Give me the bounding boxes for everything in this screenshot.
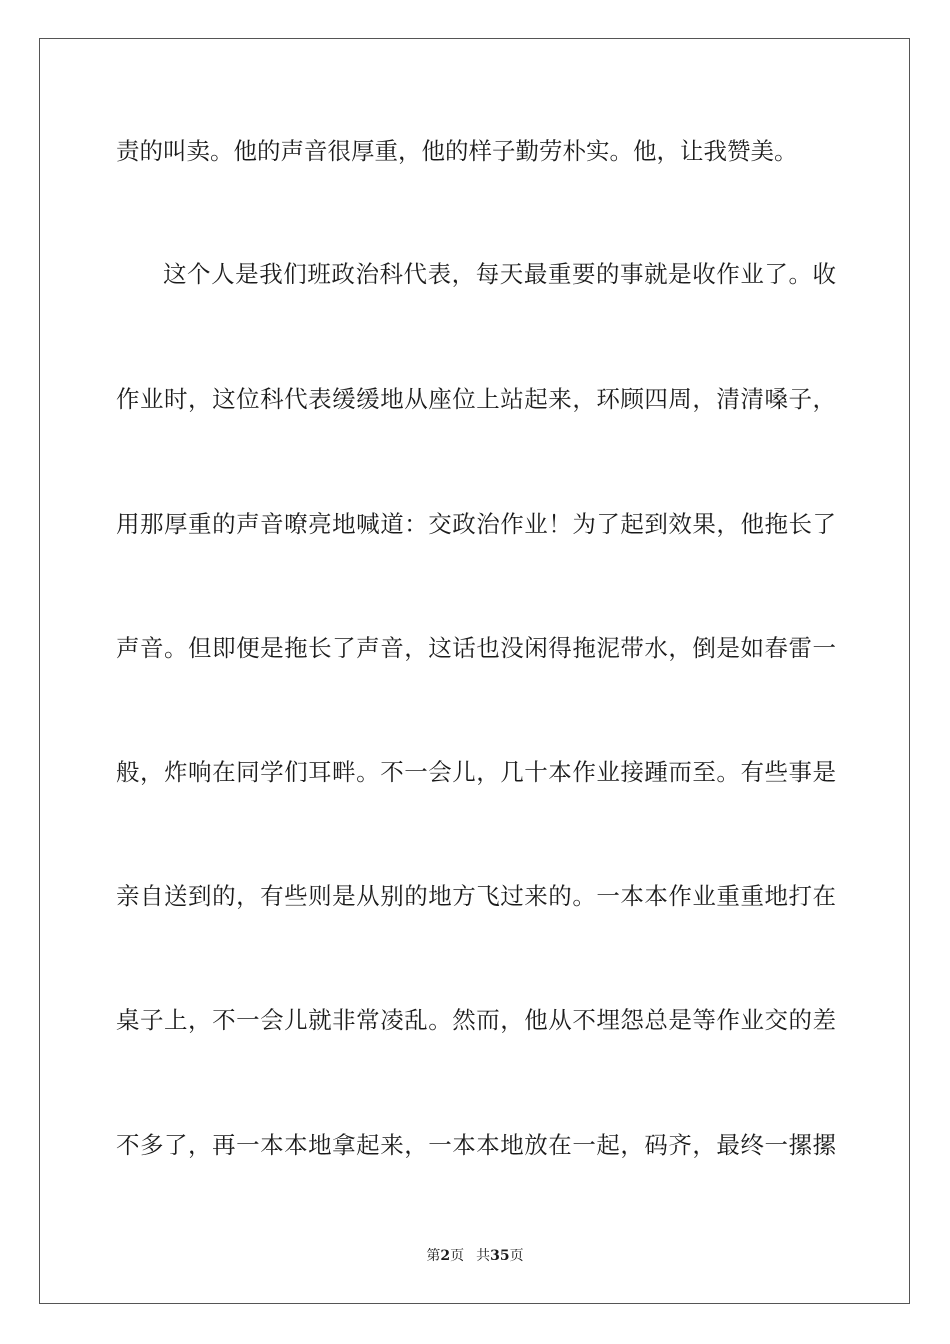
text-line-1: 责的叫卖。他的声音很厚重，他的样子勤劳朴实。他，让我赞美。 [116,137,798,165]
text-line-6: 般，炸响在同学们耳畔。不一会儿，几十本作业接踵而至。有些事是 [116,758,836,786]
text-line-8: 桌子上，不一会儿就非常凌乱。然而，他从不埋怨总是等作业交的差 [116,1006,836,1034]
footer-page-prefix: 第 [426,1248,441,1264]
text-line-5: 声音。但即便是拖长了声音，这话也没闲得拖泥带水，倒是如春雷一 [116,634,836,662]
text-line-3: 作业时，这位科代表缓缓地从座位上站起来，环顾四周，清清嗓子， [116,385,836,413]
footer-page-number: 2 [440,1248,451,1264]
footer-total-prefix: 共 [476,1248,491,1264]
text-line-9: 不多了，再一本本地拿起来，一本本地放在一起，码齐，最终一摞摞 [116,1131,836,1159]
footer-total-unit: 页 [509,1248,524,1264]
text-line-7: 亲自送到的，有些则是从别的地方飞过来的。一本本作业重重地打在 [116,882,836,910]
footer-page-unit: 页 [450,1248,465,1264]
page-border [39,38,910,1304]
text-line-2: 这个人是我们班政治科代表，每天最重要的事就是收作业了。收 [163,260,836,288]
footer-total-pages: 35 [490,1248,510,1264]
page-footer [0,1247,950,1265]
text-line-4: 用那厚重的声音嘹亮地喊道：交政治作业！为了起到效果，他拖长了 [116,510,836,538]
